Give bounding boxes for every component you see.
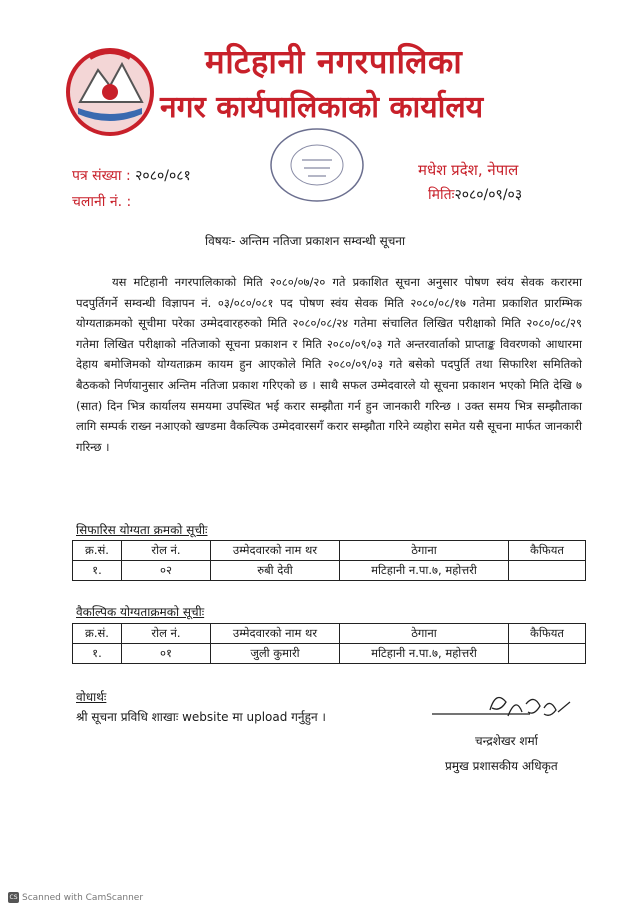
header-roll: रोल नं. [122,624,211,644]
cell-remarks [509,644,586,664]
header-name: उम्मेदवारको नाम थर [211,624,340,644]
province-line: मधेश प्रदेश, नेपाल [418,161,519,179]
letter-date [428,185,522,204]
header-sn: क्र.सं. [73,541,122,561]
handwritten-signature [430,682,590,727]
watermark-text: Scanned with CamScanner [22,892,144,903]
header-roll: रोल नं. [122,541,211,561]
alternate-table [72,623,586,664]
subject-line: विषयः- अन्तिम नतिजा प्रकाशन सम्वन्धी सूचना [205,234,406,248]
cell-address: मटिहानी न.पा.७, महोत्तरी [340,644,509,664]
header-address: ठेगाना [340,624,509,644]
date-label: मितिः [428,187,455,203]
ref-value: २०८०/०८१ [135,168,191,184]
header-remarks: कैफियत [509,541,586,561]
cell-name: जुली कुमारी [211,644,340,664]
camscanner-icon: CS [9,894,18,901]
table-row [73,561,586,581]
letter-reference-number [72,166,191,185]
cell-roll: ०२ [122,561,211,581]
header-name: उम्मेदवारको नाम थर [211,541,340,561]
signatory-title: प्रमुख प्रशासकीय अधिकृत [445,759,558,773]
cell-roll: ०१ [122,644,211,664]
cell-name: रुबी देवी [211,561,340,581]
cc-label: वोधार्थः [76,690,107,704]
office-title-line1: मटिहानी नगरपालिका [205,42,463,81]
header-sn: क्र.सं. [73,624,122,644]
recommended-table [72,540,586,581]
cell-remarks [509,561,586,581]
date-value: २०८०/०९/०३ [454,187,523,203]
signatory-name: चन्द्रशेखर शर्मा [475,734,538,748]
cell-address: मटिहानी न.पा.७, महोत्तरी [340,561,509,581]
cell-sn: १. [73,561,122,581]
cell-sn: १. [73,644,122,664]
office-title-line2: नगर कार्यपालिकाको कार्यालय [160,90,484,125]
alternate-list-title: वैकल्पिक योग्यताक्रमको सूचीः [76,605,205,619]
table-header-row [73,541,586,561]
cc-line: श्री सूचना प्रविधि शाखाः website मा upload गर्नुहुन । [76,710,326,724]
office-stamp [262,120,372,210]
notice-body: यस मटिहानी नगरपालिकाको मिति २०८०/०७/२० गते प्रकाशित सूचना अनुसार पोषण स्वंय सेवक करारमा पदपुर्तिगर्ने सम्वन्धी विज्ञापन नं. ०३/०८०/०८१ पद पोषण स्वंय सेवक मिति २०८०/०८/१७ गतेमा प्रकाशित प्रारम्भिक योग्यताक्रमको सूचीमा परेका उम्मेदवारहरुको मिति २०८०/०८/२४ गतेमा संचालित लिखित परीक्षाको मिति २०८०/०८/२९ गतेमा लिखित परीक्षाको नतिजाको सूचना प्रकाशन र मिति २०८०/०९/०३ गते अन्तरवार्ताको प्राप्ताङ्क विवरणको आधारमा देहाय बमोजिमको योग्यताक्रम कायम हुन आएकोले मिति २०८०/०९/०३ गते बसेको पदपुर्ति तथा सिफारिश समितिको बैठकको निर्णयानुसार अन्तिम नतिजा प्रकाश गरिएको छ । साथै सफल उम्मेदवारले यो सूचना प्रकाशन भएको मिति देखि ७ (सात) दिन भित्र कार्यालय समयमा उपस्थित भई करार सम्झौता गर्न हुन जानकारी गरिन्छ । उक्त समय भित्र सम्झौताका लागि सम्पर्क राख्न नआएको खण्डमा वैकल्पिक उम्मेदवारसगँ करार सम्झौता गरिने व्यहोरा समेत यसै सूचना मार्फत जानकारी गरिन्छ । [76,275,582,454]
header-remarks: कैफियत [509,624,586,644]
ref-label: पत्र संख्या : [72,168,131,184]
nepal-emblem-logo [60,40,160,140]
chalani-label: चलानी नं. : [72,194,132,210]
header-address: ठेगाना [340,541,509,561]
scanner-watermark [8,892,143,903]
recommended-list-title: सिफारिस योग्यता क्रमको सूचीः [76,523,208,537]
table-row [73,644,586,664]
table-header-row [73,624,586,644]
